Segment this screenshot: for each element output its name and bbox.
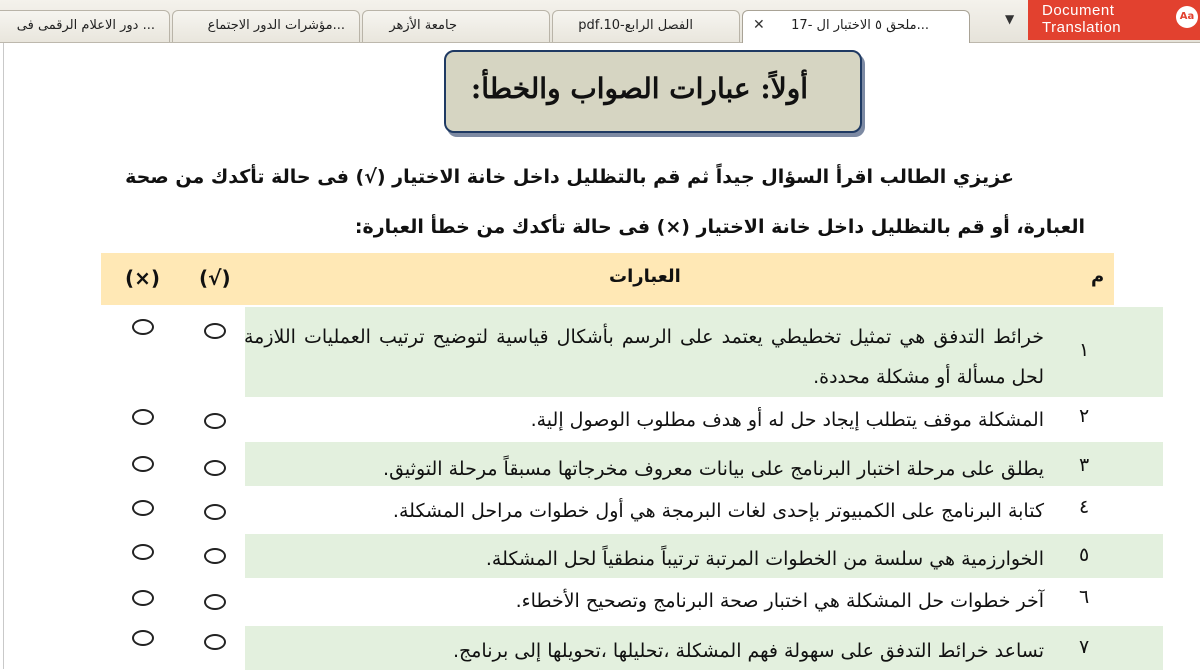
statement-text: كتابة البرنامج على الكمبيوتر بإحدى لغات البرمجة هي أول خطوات مراحل المشكلة. [392,500,1044,522]
statement-text: تساعد خرائط التدفق على سهولة فهم المشكلة ،تحليلها ،تحويلها إلى برنامج. [452,640,1044,662]
statement-text: الخوارزمية هي سلسة من الخطوات المرتبة ترتيباً منطقياً لحل المشكلة. [485,548,1044,570]
instructions-line-1: عزيزي الطالب اقرأ السؤال جيداً ثم قم بالتظليل داخل خانة الاختيار (√) فى حالة تأكدك من صحة [125,166,1014,188]
tab-label: ... دور الاعلام الرقمى فى [16,18,155,33]
row-number: ١ [1079,339,1090,361]
true-option-radio[interactable] [204,323,226,339]
section-title-box [444,50,862,133]
header-statements: العبارات [609,266,681,287]
tab-azhar-university[interactable] [362,10,550,42]
statement-text: آخر خطوات حل المشكلة هي اختبار صحة البرنامج وتصحيح الأخطاء. [515,590,1044,612]
false-option-radio[interactable] [132,500,154,516]
document-translation-button[interactable] [1028,0,1200,40]
tab-label: ...ملحق ٥ الاختبار ال -17 [791,18,929,33]
tab-bar [0,0,1200,43]
row-number: ٣ [1079,454,1090,476]
false-option-radio[interactable] [132,456,154,472]
tab-label: الفصل الرابع-10.pdf [578,18,693,33]
table-row [101,578,1114,624]
true-option-radio[interactable] [204,634,226,650]
tab-appendix-test[interactable] [742,10,970,43]
tab-social-role-indicators[interactable] [172,10,360,42]
true-option-radio[interactable] [204,594,226,610]
tab-label: جامعة الأزهر [389,18,457,33]
false-option-radio[interactable] [132,319,154,335]
table-row [101,532,1114,578]
row-number: ٥ [1079,544,1090,566]
table-row [101,624,1114,670]
row-number: ٦ [1079,586,1090,608]
table-row [101,486,1114,532]
row-number: ٢ [1079,405,1090,427]
close-icon[interactable]: ✕ [753,17,765,33]
tab-digital-media[interactable] [0,10,170,42]
true-option-radio[interactable] [204,413,226,429]
document-translation-label: Document Translation [1042,2,1122,36]
header-number: م [1091,266,1105,287]
table-row [101,440,1114,486]
page-edge [3,43,4,669]
statement-text: يطلق على مرحلة اختبار البرنامج على بيانات معروف مخرجاتها مسبقاً مرحلة التوثيق. [383,458,1044,480]
row-number: ٤ [1079,496,1090,518]
false-option-radio[interactable] [132,544,154,560]
table-row [101,397,1114,440]
tab-label: ...مؤشرات الدور الاجتماع [207,18,345,33]
true-option-radio[interactable] [204,504,226,520]
header-false: (×) [125,266,161,290]
true-option-radio[interactable] [204,548,226,564]
chevron-down-icon[interactable]: ▼ [1005,12,1015,26]
false-option-radio[interactable] [132,630,154,646]
tab-chapter-four-pdf[interactable] [552,10,740,42]
statement-text: خرائط التدفق هي تمثيل تخطيطي يعتمد على الرسم بأشكال قياسية لتوضيح ترتيب العمليات اللازمة لحل مسألة أو مشكلة محددة. [244,326,1044,388]
instructions-line-2: العبارة، أو قم بالتظليل داخل خانة الاختيار (×) فى حالة تأكدك من خطأ العبارة: [354,216,1085,238]
header-true: (√) [199,266,231,290]
translate-icon: Aa [1176,6,1198,28]
section-title: أولاً: عبارات الصواب والخطأ: [470,72,808,105]
statement-text: المشكلة موقف يتطلب إيجاد حل له أو هدف مطلوب الوصول إلية. [530,409,1044,431]
table-header [101,253,1114,305]
row-number: ٧ [1079,636,1090,658]
false-option-radio[interactable] [132,409,154,425]
true-option-radio[interactable] [204,460,226,476]
false-option-radio[interactable] [132,590,154,606]
table-row [101,305,1114,397]
